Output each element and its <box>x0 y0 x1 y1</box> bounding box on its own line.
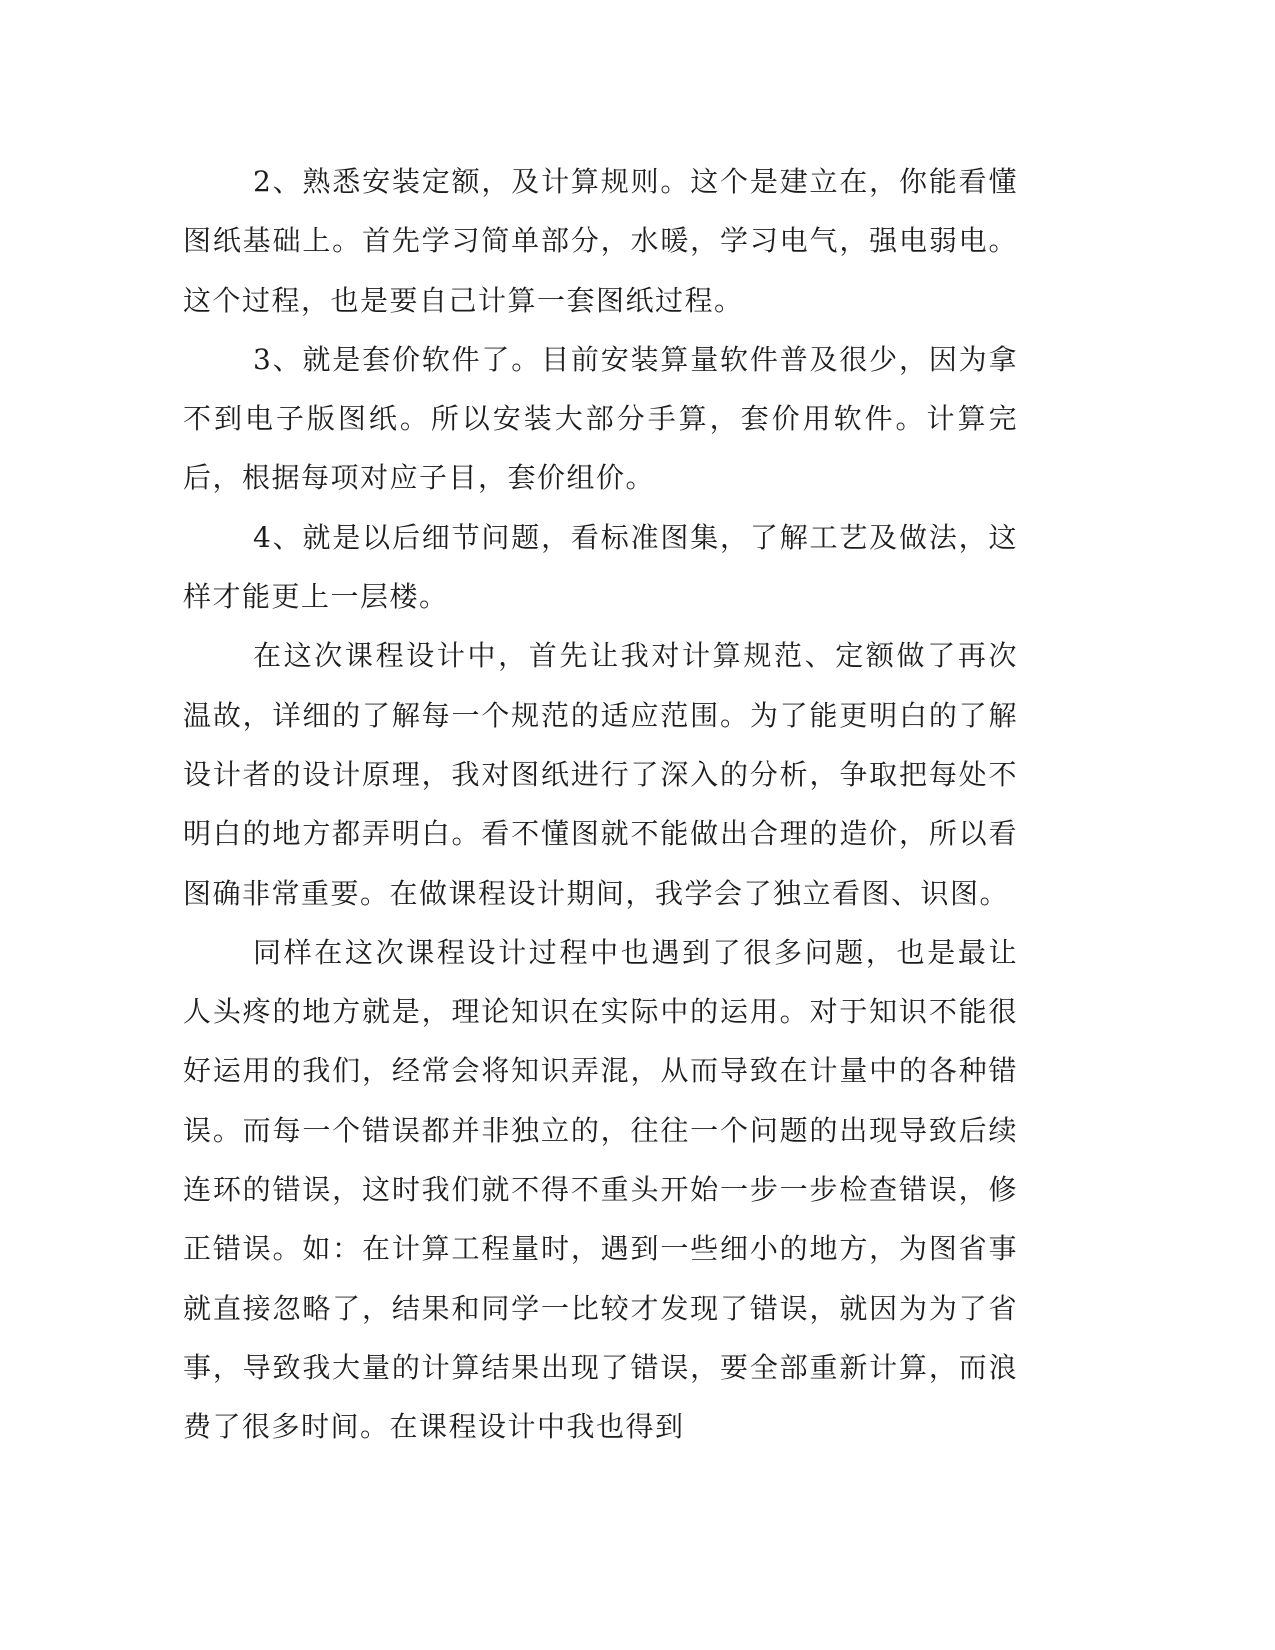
paragraph-course-design: 在这次课程设计中，首先让我对计算规范、定额做了再次温故，详细的了解每一个规范的适应范围。为了能更明白的了解设计者的设计原理，我对图纸进行了深入的分析，争取把每处不明白的地方都弄明白。看不懂图就不能做出合理的造价，所以看图确非常重要。在做课程设计期间，我学会了独立看图、识图。 <box>183 639 1018 910</box>
paragraph-step-2: 2、熟悉安装定额，及计算规则。这个是建立在，你能看懂图纸基础上。首先学习简单部分，水暖，学习电气，强电弱电。这个过程，也是要自己计算一套图纸过程。 <box>183 165 1018 317</box>
paragraph-problems: 同样在这次课程设计过程中也遇到了很多问题，也是最让人头疼的地方就是，理论知识在实际中的运用。对于知识不能很好运用的我们，经常会将知识弄混，从而导致在计量中的各种错误。而每一个错误都并非独立的，往往一个问题的出现导致后续连环的错误，这时我们就不得不重头开始一步一步检查错误，修正错误。如：在计算工程量时，遇到一些细小的地方，为图省事就直接忽略了，结果和同学一比较才发现了错误，就因为为了省事，导致我大量的计算结果出现了错误，要全部重新计算，而浪费了很多时间。在课程设计中我也得到 <box>183 935 1018 1444</box>
paragraph-step-3: 3、就是套价软件了。目前安装算量软件普及很少，因为拿不到电子版图纸。所以安装大部分手算，套价用软件。计算完后，根据每项对应子目，套价组价。 <box>183 342 1018 495</box>
document-body <box>183 152 1018 1457</box>
paragraph-step-4: 4、就是以后细节问题，看标准图集，了解工艺及做法，这样才能更上一层楼。 <box>183 520 1018 614</box>
